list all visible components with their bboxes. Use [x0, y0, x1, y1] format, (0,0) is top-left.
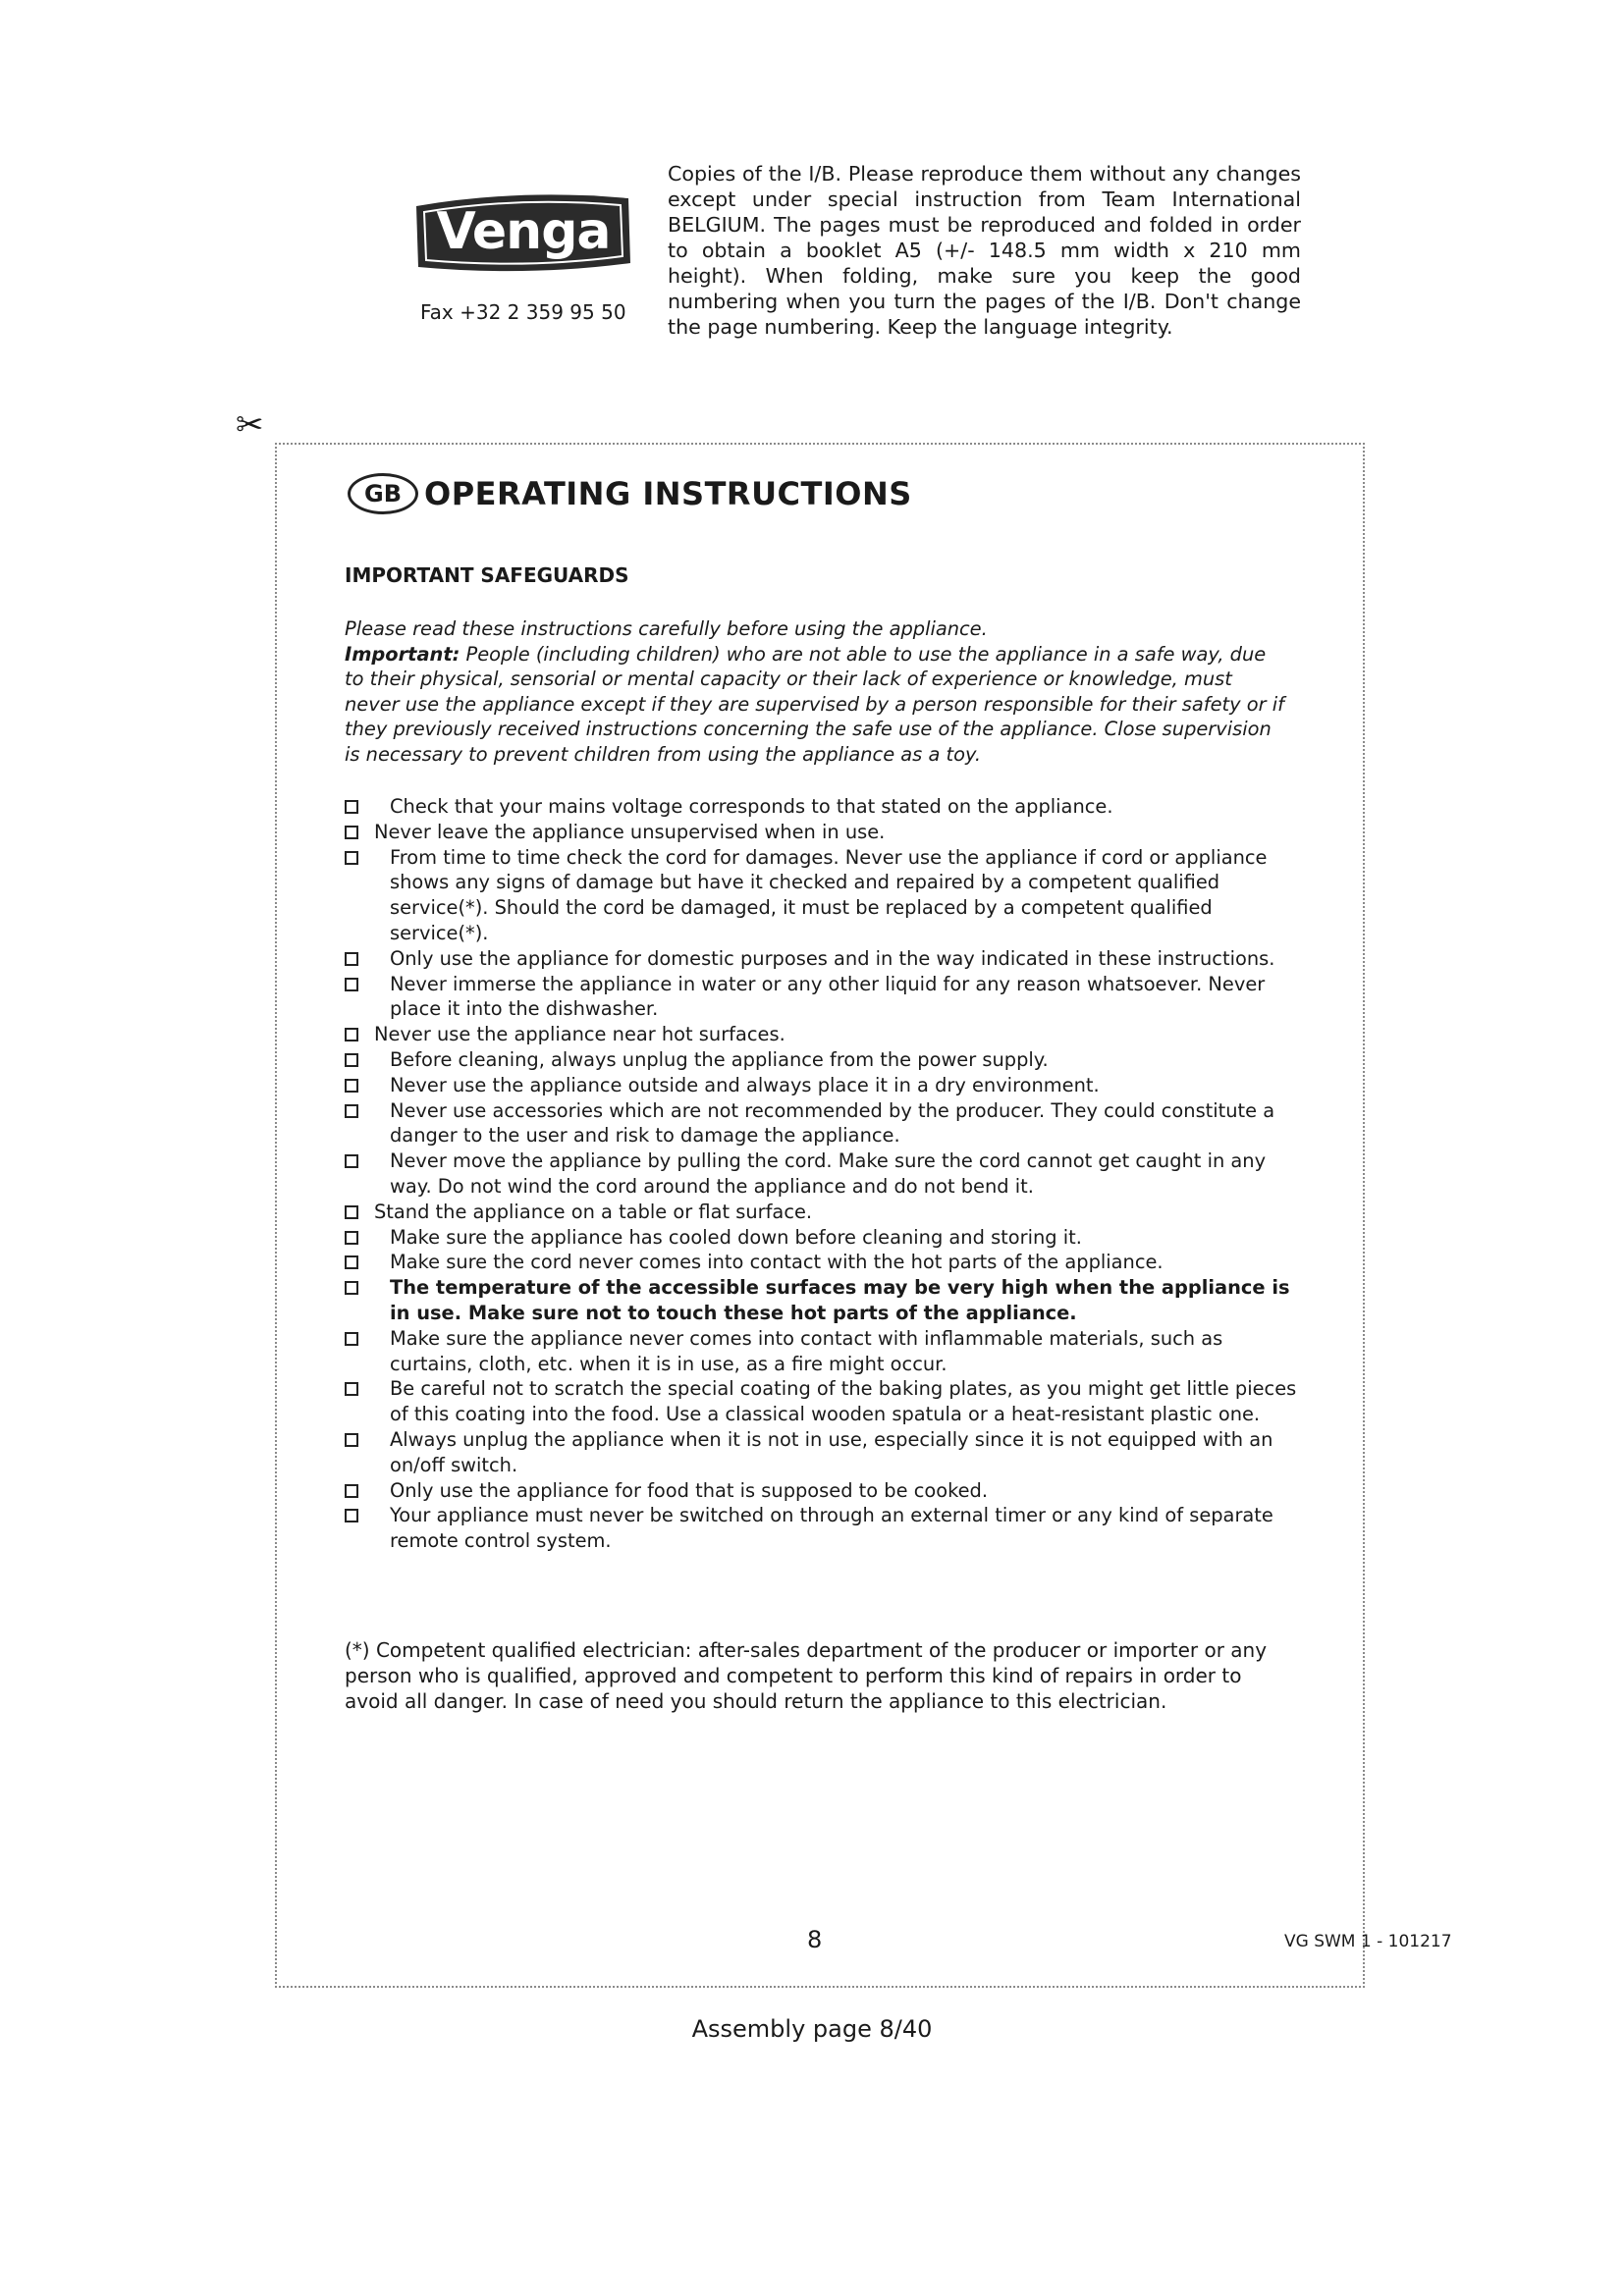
checkbox-icon: [345, 1104, 358, 1118]
list-item-text: Never use the appliance near hot surfaces.: [374, 1023, 785, 1046]
checkbox-icon: [345, 1382, 358, 1396]
checkbox-icon: [345, 978, 358, 991]
checkbox-icon: [345, 1281, 358, 1295]
list-item-text: Never leave the appliance unsupervised when in use.: [374, 820, 886, 843]
copies-note: Copies of the I/B. Please reproduce them without any changes except under special instruction from Team International BELGIUM. The pages must be reproduced and folded in order to obtain a booklet A5 (+/- 148.5 mm width x 210 mm height). When folding, make sure you keep the good numbering when you turn the pages of the I/B. Don't change the page numbering. Keep the language integrity.: [668, 162, 1301, 339]
important-label: Important:: [345, 642, 460, 666]
footnote: (*) Competent qualified electrician: after-sales department of the producer or importer or any person who is qualified, approved and competent to perform this kind of repairs in order to avoid all danger. In case of need you should return the appliance to this electrician.: [345, 1638, 1268, 1713]
checkbox-icon: [345, 1231, 358, 1245]
list-item: [345, 1047, 1302, 1073]
intro-line: Please read these instructions carefully before using the appliance.: [345, 617, 988, 640]
scissors-icon: ✂: [236, 405, 264, 445]
list-item: [345, 1225, 1302, 1251]
language-badge: GB: [348, 473, 418, 514]
list-item: [345, 1022, 1302, 1047]
list-item: [345, 946, 1302, 972]
list-item: [345, 1376, 1302, 1427]
list-item: [345, 794, 1302, 820]
list-item-text: Make sure the cord never comes into contact with the hot parts of the appliance.: [390, 1251, 1164, 1274]
list-item: [345, 1073, 1302, 1098]
list-item-text: Stand the appliance on a table or flat surface.: [374, 1200, 813, 1223]
list-item-text: Only use the appliance for food that is supposed to be cooked.: [390, 1478, 989, 1502]
list-item-text: Your appliance must never be switched on through an external timer or any kind of separate remote control system.: [390, 1504, 1273, 1553]
list-item-text: Be careful not to scratch the special coating of the baking plates, as you might get little pieces of this coating into the food. Use a classical wooden spatula or a heat-resistant plastic one.: [390, 1377, 1297, 1426]
checkbox-icon: [345, 1332, 358, 1346]
checkbox-icon: [345, 1484, 358, 1498]
manual-title-row: [348, 469, 912, 518]
list-item: [345, 1098, 1302, 1149]
list-item: [345, 820, 1302, 845]
checkbox-icon: [345, 952, 358, 966]
checkbox-icon: [345, 1053, 358, 1067]
list-item: [345, 1200, 1302, 1225]
checkbox-icon: [345, 800, 358, 814]
checkbox-icon: [345, 1154, 358, 1168]
fax-number: Fax +32 2 359 95 50: [420, 300, 626, 324]
list-item: [345, 1503, 1302, 1554]
checkbox-icon: [345, 1028, 358, 1041]
list-item-text: Before cleaning, always unplug the appliance from the power supply.: [390, 1047, 1049, 1071]
list-item-text: Never immerse the appliance in water or any other liquid for any reason whatsoever. Never place it into the dishwasher.: [390, 972, 1266, 1021]
safeguards-list: [345, 794, 1302, 1554]
list-item: [345, 845, 1302, 946]
list-item-text: Make sure the appliance has cooled down before cleaning and storing it.: [390, 1225, 1082, 1249]
document-reference: VG SWM 1 - 101217: [1284, 1932, 1452, 1951]
list-item-text: Never use the appliance outside and always place it in a dry environment.: [390, 1073, 1100, 1096]
list-item-text: Never use accessories which are not recommended by the producer. They could constitute a danger to the user and risk to damage the appliance.: [390, 1098, 1275, 1148]
checkbox-icon: [345, 1255, 358, 1269]
checkbox-icon: [345, 1205, 358, 1219]
list-item-text: Check that your mains voltage corresponds to that stated on the appliance.: [390, 795, 1113, 818]
section-heading: IMPORTANT SAFEGUARDS: [345, 563, 629, 587]
list-item: [345, 1427, 1302, 1478]
list-item-text: The temperature of the accessible surfaces may be very high when the appliance is in use. Make sure not to touch these hot parts of the appliance.: [390, 1276, 1290, 1324]
venga-logo-text: Venga: [436, 202, 611, 261]
important-text: People (including children) who are not able to use the appliance in a safe way, due to their physical, sensorial or mental capacity or their lack of experience or knowledge, must never use the appliance except if they are supervised by a person responsible for their safety or if they previously received instructions concerning the safe use of the appliance. Close supervision is necessary to prevent children from using the appliance as a toy.: [345, 642, 1284, 766]
important-paragraph: [345, 642, 1287, 768]
checkbox-icon: [345, 1433, 358, 1447]
checkbox-icon: [345, 1079, 358, 1093]
list-item: [345, 1478, 1302, 1504]
list-item-warning: [345, 1275, 1302, 1326]
list-item: [345, 1148, 1302, 1200]
list-item-text: Always unplug the appliance when it is not in use, especially since it is not equipped with an on/off switch.: [390, 1427, 1273, 1476]
list-item-text: From time to time check the cord for damages. Never use the appliance if cord or appliance shows any signs of damage but have it checked and repaired by a competent qualified service(*). Should the cord be damaged, it must be replaced by a competent qualified service(*).: [390, 845, 1268, 944]
manual-title: OPERATING INSTRUCTIONS: [424, 475, 912, 512]
venga-logo: [410, 185, 636, 283]
page-number: 8: [807, 1926, 823, 1953]
checkbox-icon: [345, 1509, 358, 1522]
assembly-page-label: Assembly page 8/40: [691, 2015, 933, 2043]
list-item-text: Make sure the appliance never comes into contact with inflammable materials, such as curtains, cloth, etc. when it is in use, as a fire might occur.: [390, 1326, 1223, 1375]
intro-block: [345, 616, 1287, 768]
list-item-text: Only use the appliance for domestic purposes and in the way indicated in these instructions.: [390, 946, 1275, 970]
checkbox-icon: [345, 851, 358, 865]
list-item: [345, 1250, 1302, 1275]
list-item: [345, 1326, 1302, 1377]
list-item: [345, 972, 1302, 1023]
list-item-text: Never move the appliance by pulling the cord. Make sure the cord cannot get caught in any way. Do not wind the cord around the appliance and do not bend it.: [390, 1149, 1267, 1198]
checkbox-icon: [345, 826, 358, 839]
